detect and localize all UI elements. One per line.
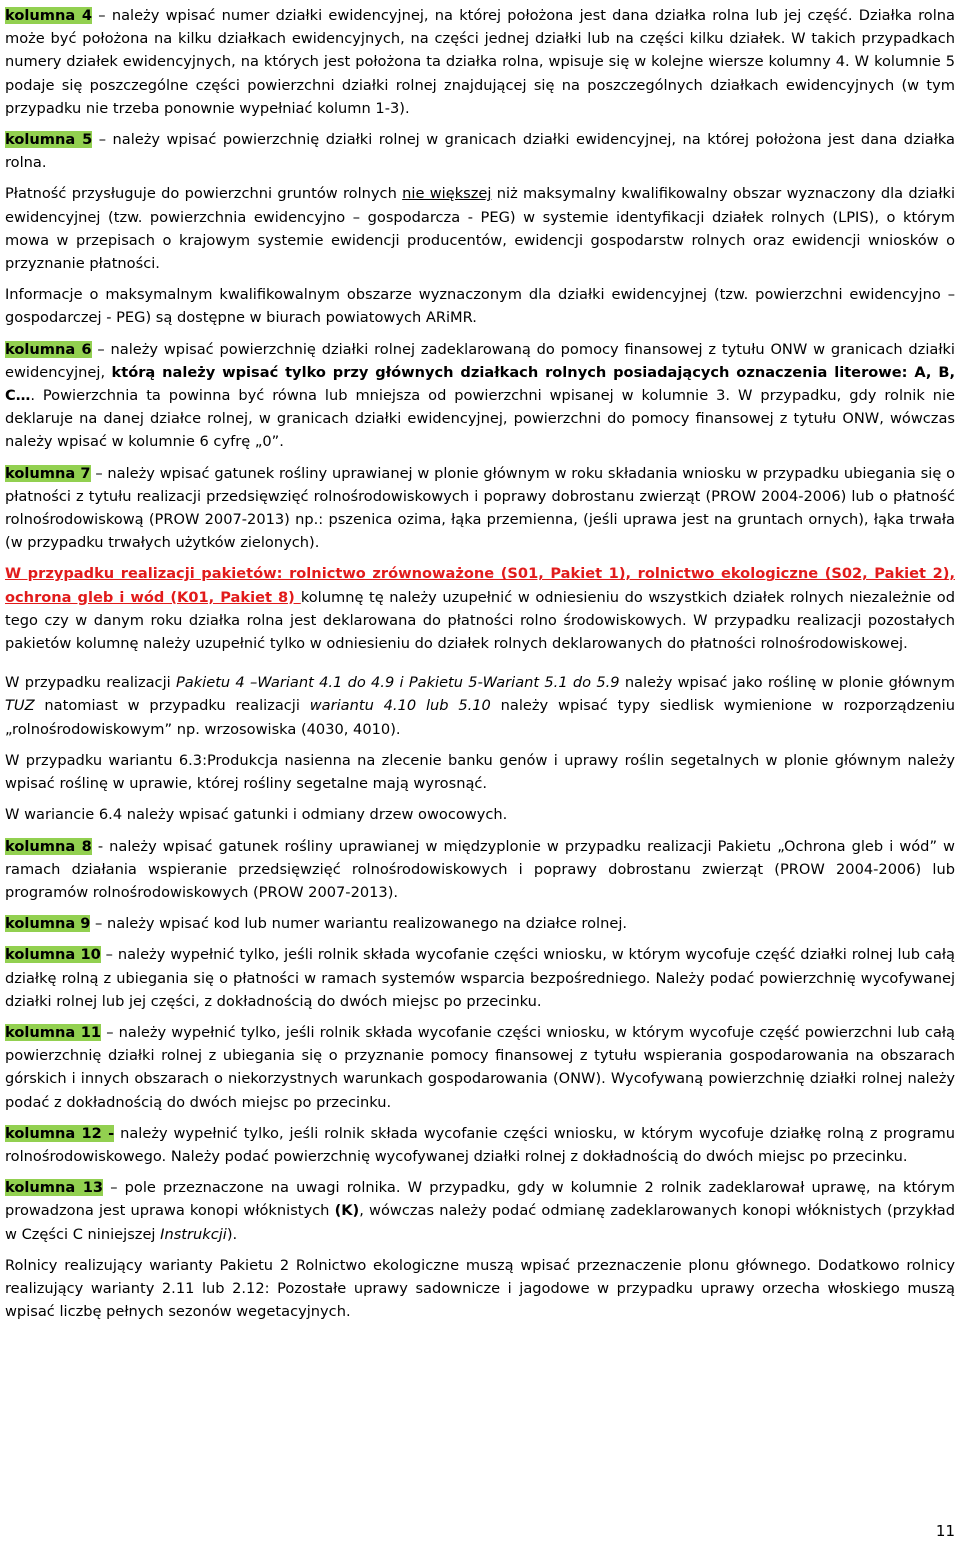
paragraph-wariant-6-3: W przypadku wariantu 6.3:Produkcja nasienna na zlecenie banku genów i uprawy roślin segetalnych w plonie głównym należy wpisać roślinę w uprawie, której rośliny segetalne mają wyrosnąć.: [5, 751, 955, 793]
paragraph-text: – należy wpisać powierzchnię działki rolnej w granicach działki ewidencyjnej, na której położona jest dana działka rolna.: [5, 131, 955, 172]
paragraph-text: należy wypełnić tylko, jeśli rolnik składa wycofanie części wniosku, w którym wycofuje działkę rolną z programu rolnośrodowiskowego. Należy podać powierzchnię wycofywanej działki rolnej z dokładnością do dwóch miejsc po przecinku.: [5, 1124, 956, 1165]
paragraph-text: niż maksymalny kwalifikowalny obszar wyznaczony dla działki ewidencyjnej (tzw. powierzchnia ewidencyjno – gospodarcza - PEG) w systemie identyfikacji działek rolnych (LPIS), o którym mowa w przepisach o krajowym systemie ewidencji producentów, ewidencji gospodarstw rolnych oraz ewidencji wniosków o przyznanie płatności.: [5, 185, 955, 273]
paragraph-text: ).: [226, 1225, 238, 1243]
paragraph-text: Płatność przysługuje do powierzchni gruntów rolnych: [5, 185, 403, 203]
column-label: kolumna 9: [5, 915, 91, 933]
page-number: 11: [935, 1522, 955, 1540]
italic-text: wariantu 4.10 lub 5.10: [309, 697, 491, 715]
paragraph-kolumna-6: [5, 338, 955, 454]
paragraph-pakiet-4: [5, 671, 955, 741]
paragraph-text: . Powierzchnia ta powinna być równa lub mniejsza od powierzchni wpisanej w kolumnie 3. W przypadku, gdy rolnik nie deklaruje na danej działce rolnej, w granicach działki ewidencyjnej, powierzchni do pomocy finansowej z tytułu ONW, wówczas należy wpisać w kolumnie 6 cyfrę „0”.: [5, 387, 955, 451]
paragraph-kolumna-13: [5, 1176, 955, 1246]
column-label: kolumna 10: [5, 946, 101, 964]
column-label: kolumna 13: [5, 1179, 104, 1197]
paragraph-text: – należy wypełnić tylko, jeśli rolnik składa wycofanie części wniosku, w którym wycofuje część powierzchni lub całą powierzchnię działki rolnej z ubiegania się o przyznanie pomocy finansowej z tytułu wspierania gospodarowania na obszarach górskich i innych obszarach o niekorzystnych warunkach gospodarowania (ONW). Wycofywaną powierzchnię działki rolnej należy podać z dokładnością do dwóch miejsc po przecinku.: [5, 1023, 955, 1111]
paragraph-text: , wówczas należy podać odmianę zadeklarowanych konopi włóknistych (przykład w Części C niniejszej: [5, 1202, 955, 1243]
column-label: kolumna 12 -: [5, 1124, 115, 1142]
paragraph-text: kolumnę tę należy uzupełnić w odniesieniu do wszystkich działek rolnych niezależnie od tego czy w danym roku działka rolna jest deklarowana do płatności rolno środowiskowych. W przypadku realizacji pozostałych pakietów kolumnę należy uzupełnić tylko w odniesieniu do działek rolnych deklarowanych do płatności rolnośrodowiskowej.: [5, 588, 955, 653]
column-label: kolumna 5: [5, 131, 93, 149]
paragraph-kolumna-8: [5, 835, 955, 905]
paragraph-text: – należy wpisać numer działki ewidencyjnej, na której położona jest dana działka rolna lub jej część. Działka rolna może być położona na kilku działkach ewidencyjnych, na części jednej działki lub na części kilku działek. W takich przypadkach numery działek ewidencyjnych, na których jest położona ta działka rolna, wpisuje się w kolejne wiersze kolumny 4. W kolumnie 5 podaje się poszczególne części powierzchni działki rolnej znajdującej się na poszczególnych działkach ewidencyjnych (w tym przypadku nie trzeba ponownie wypełniać kolumn 1-3).: [5, 7, 955, 117]
document-body: [5, 4, 955, 1331]
underlined-text: nie większej: [402, 185, 492, 203]
column-label: kolumna 11: [5, 1023, 102, 1041]
paragraph-rolnicy: Rolnicy realizujący warianty Pakietu 2 Rolnictwo ekologiczne muszą wpisać przeznaczenie plonu głównego. Dodatkowo rolnicy realizujący warianty 2.11 lub 2.12: Pozostałe uprawy sadownicze i jagodowe w przypadku uprawy orzecha włoskiego muszą wpisać liczbę pełnych sezonów wegetacyjnych.: [5, 1256, 955, 1321]
paragraph-text: – należy wpisać gatunek rośliny uprawianej w plonie głównym w roku składania wniosku w przypadku ubiegania się o płatności z tytułu realizacji przedsięwzięć rolnośrodowiskowych i poprawy dobrostanu zwierząt (PROW 2004-2006) lub o płatność rolnośrodowiskową (PROW 2007-2013) np.: pszenica ozima, łąka przemienna, (jeśli uprawa jest na gruntach ornych), łąka trwała (w przypadku trwałych użytków zielonych).: [5, 464, 956, 552]
column-label: kolumna 7: [5, 464, 91, 482]
red-underlined-text: W przypadku realizacji pakietów: rolnictwo zrównoważone (S01, Pakiet 1), rolnictwo ekologiczne (S02, Pakiet 2), ochrona gleb i wód (K01, Pakiet 8): [5, 565, 955, 606]
paragraph-kolumna-7: [5, 462, 955, 555]
paragraph-text: – należy wpisać powierzchnię działki rolnej zadeklarowaną do pomocy finansowej z tytułu ONW w granicach działki ewidencyjnej,: [5, 340, 955, 381]
paragraph-informacje: Informacje o maksymalnym kwalifikowalnym obszarze wyznaczonym dla działki ewidencyjnej (tzw. powierzchni ewidencyjno – gospodarczej - PEG) są dostępne w biurach powiatowych ARiMR.: [5, 286, 955, 327]
paragraph-kolumna-10: [5, 943, 955, 1013]
italic-text: Instrukcji: [160, 1225, 227, 1243]
column-label: kolumna 4: [5, 7, 93, 24]
paragraph-text: – należy wpisać kod lub numer wariantu realizowanego na działce rolnej.: [90, 915, 628, 933]
paragraph-text: natomiast w przypadku realizacji: [34, 697, 310, 715]
paragraph-text: należy wpisać typy siedlisk wymienione w rozporządzeniu „rolnośrodowiskowym” np. wrzosowiska (4030, 4010).: [5, 697, 955, 738]
bold-text: (K): [334, 1202, 360, 1220]
paragraph-kolumna-12: [5, 1122, 955, 1168]
paragraph-kolumna-9: [5, 912, 955, 935]
paragraph-platnosc: [5, 182, 955, 275]
paragraph-wariant-6-4: W wariancie 6.4 należy wpisać gatunki i odmiany drzew owocowych.: [5, 806, 508, 824]
paragraph-text: – należy wypełnić tylko, jeśli rolnik składa wycofanie części wniosku, w którym wycofuje część działki rolnej lub całą działkę rolną z ubiegania się o płatności w ramach systemów wsparcia bezpośredniego. Należy podać powierzchnię wycofywanej działki rolnej lub jej części, z dokładnością do dwóch miejsc po przecinku.: [5, 946, 955, 1010]
paragraph-text: - należy wpisać gatunek rośliny uprawianej w międzyplonie w przypadku realizacji Pakietu „Ochrona gleb i wód” w ramach działania wspieranie przedsięwzięć rolnośrodowiskowych i poprawy dobrostanu zwierząt (PROW 2004-2006) lub programów rolnośrodowiskowych (PROW 2007-2013).: [5, 837, 955, 901]
paragraph-kolumna-11: [5, 1021, 955, 1114]
italic-text: Pakietu 4 –Wariant 4.1 do 4.9 i Pakietu 5-Wariant 5.1 do 5.9: [175, 674, 620, 692]
paragraph-text: należy wpisać jako roślinę w plonie głównym: [619, 674, 956, 692]
paragraph-text: W przypadku realizacji: [5, 674, 176, 692]
column-label: kolumna 8: [5, 837, 92, 855]
paragraph-text: – pole przeznaczone na uwagi rolnika. W przypadku, gdy w kolumnie 2 rolnik zadeklarował uprawę, na którym prowadzona jest uprawa konopi włóknistych: [5, 1179, 955, 1220]
column-label: kolumna 6: [5, 340, 92, 358]
paragraph-kolumna-4: [5, 4, 955, 120]
paragraph-pakiety: [5, 562, 955, 655]
bold-text: którą należy wpisać tylko przy głównych działkach rolnych posiadających oznaczenia literowe: A, B, C…: [5, 363, 955, 405]
italic-text: TUZ: [5, 697, 35, 715]
paragraph-kolumna-5: [5, 128, 955, 174]
